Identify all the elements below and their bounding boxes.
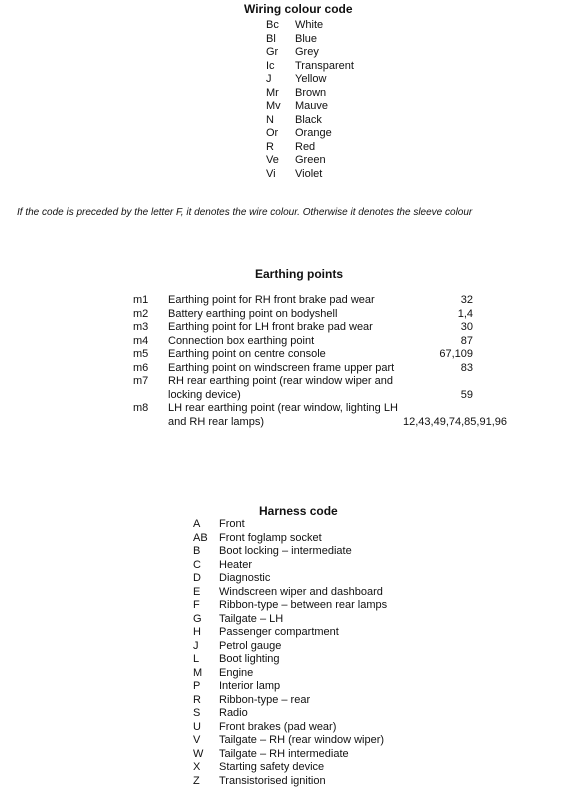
earthing-point-diagram-ref: 59 xyxy=(460,388,473,401)
earthing-point-diagram-ref: 30 xyxy=(460,321,473,333)
harness-code-name: Ribbon-type – between rear lamps xyxy=(219,599,388,611)
harness-code-name: Front brakes (pad wear) xyxy=(219,720,337,733)
harness-code-letter: W xyxy=(193,747,204,760)
harness-code-name: Tailgate – RH intermediate xyxy=(219,747,349,760)
earthing-point-description: Battery earthing point on bodyshell xyxy=(168,307,338,320)
harness-code-name: Boot locking – intermediate xyxy=(219,545,352,557)
earthing-point-row xyxy=(133,308,533,322)
wiring-colour-row xyxy=(266,60,354,74)
earthing-point-description: Earthing point for LH front brake pad wear xyxy=(168,321,373,333)
wiring-colour-code: Ve xyxy=(266,154,279,166)
harness-code-letter: G xyxy=(193,612,202,625)
harness-code-row xyxy=(193,775,387,789)
harness-code-row xyxy=(193,572,387,586)
wiring-colour-row xyxy=(266,19,354,33)
harness-code-name: Heater xyxy=(219,558,253,571)
wiring-colour-name: Grey xyxy=(295,46,319,58)
colour-code-note: If the code is preceded by the letter F, it denotes the wire colour. Otherwise it denotes the sleeve colour xyxy=(17,207,473,218)
harness-code-letter: J xyxy=(193,639,199,652)
harness-code-row xyxy=(193,613,387,627)
wiring-colour-name: Violet xyxy=(295,167,323,180)
wiring-colour-name: Mauve xyxy=(295,100,329,112)
earthing-point-code: m3 xyxy=(133,321,149,333)
earthing-points-list xyxy=(133,294,533,429)
harness-code-title: Harness code xyxy=(259,504,338,518)
earthing-point-description: Earthing point for RH front brake pad wear xyxy=(168,294,375,306)
earthing-point-code: m4 xyxy=(133,334,149,347)
harness-code-letter: A xyxy=(193,518,201,530)
harness-code-letter: R xyxy=(193,693,201,706)
harness-code-row xyxy=(193,586,387,600)
earthing-point-description: Earthing point on centre console xyxy=(168,348,326,360)
earthing-point-row xyxy=(133,294,533,308)
harness-code-letter: M xyxy=(193,666,203,679)
wiring-colour-code: Gr xyxy=(266,46,279,58)
earthing-point-row xyxy=(133,362,533,376)
earthing-point-diagram-ref: 67,109 xyxy=(439,348,473,360)
earthing-point-description: RH rear earthing point (rear window wiper and locking device) xyxy=(168,375,393,401)
wiring-colour-name: Green xyxy=(295,154,326,166)
harness-code-row xyxy=(193,559,387,573)
harness-code-letter: AB xyxy=(193,531,208,544)
wiring-colour-name: Yellow xyxy=(295,73,327,85)
harness-code-letter: V xyxy=(193,734,201,746)
wiring-colour-code: Or xyxy=(266,127,279,139)
harness-code-row xyxy=(193,694,387,708)
harness-code-name: Diagnostic xyxy=(219,572,271,584)
harness-code-letter: E xyxy=(193,585,201,598)
wiring-colour-name: Red xyxy=(295,140,316,153)
harness-code-row xyxy=(193,640,387,654)
harness-code-name: Windscreen wiper and dashboard xyxy=(219,585,383,598)
earthing-point-diagram-ref: 87 xyxy=(460,334,473,347)
wiring-colour-row xyxy=(266,141,354,155)
harness-code-name: Boot lighting xyxy=(219,653,280,665)
wiring-colour-code: J xyxy=(266,73,272,85)
wiring-colour-row xyxy=(266,33,354,47)
earthing-point-code: m5 xyxy=(133,348,149,360)
earthing-point-row xyxy=(133,335,533,349)
earthing-point-diagram-ref: 32 xyxy=(460,294,473,306)
harness-code-name: Radio xyxy=(219,707,248,719)
harness-code-letter: S xyxy=(193,707,201,719)
earthing-point-row xyxy=(133,402,533,429)
earthing-point-diagram-ref: 1,4 xyxy=(457,307,473,320)
earthing-point-row xyxy=(133,348,533,362)
harness-code-letter: X xyxy=(193,761,201,773)
harness-code-name: Tailgate – RH (rear window wiper) xyxy=(219,734,385,746)
harness-code-letter: D xyxy=(193,572,201,584)
earthing-point-code: m1 xyxy=(133,294,149,306)
harness-code-row xyxy=(193,545,387,559)
wiring-colour-code: Bc xyxy=(266,19,279,31)
wiring-colour-row xyxy=(266,100,354,114)
wiring-colour-row xyxy=(266,168,354,182)
harness-code-letter: P xyxy=(193,680,201,692)
harness-code-row xyxy=(193,626,387,640)
earthing-point-description: Connection box earthing point xyxy=(168,334,315,347)
harness-code-row xyxy=(193,653,387,667)
harness-code-row xyxy=(193,734,387,748)
harness-code-row xyxy=(193,748,387,762)
harness-code-name: Starting safety device xyxy=(219,761,325,773)
wiring-colour-name: Blue xyxy=(295,32,318,45)
harness-code-letter: U xyxy=(193,720,201,733)
harness-code-letter: Z xyxy=(193,774,200,787)
wiring-colour-name: Brown xyxy=(295,86,327,99)
wiring-colour-code: R xyxy=(266,140,274,153)
harness-code-letter: C xyxy=(193,558,201,571)
harness-code-row xyxy=(193,707,387,721)
harness-code-name: Tailgate – LH xyxy=(219,612,284,625)
harness-code-letter: L xyxy=(193,653,200,665)
earthing-point-code: m2 xyxy=(133,307,149,320)
harness-code-row xyxy=(193,761,387,775)
wiring-colour-row xyxy=(266,73,354,87)
harness-code-letter: F xyxy=(193,599,200,611)
wiring-colour-code: Vi xyxy=(266,167,276,180)
harness-code-row xyxy=(193,518,387,532)
wiring-colour-code: Mr xyxy=(266,86,279,99)
earthing-point-row xyxy=(133,375,533,402)
earthing-point-description: LH rear earthing point (rear window, lighting LH and RH rear lamps) xyxy=(168,402,398,428)
earthing-point-code: m7 xyxy=(133,375,149,387)
harness-code-row xyxy=(193,680,387,694)
wiring-colour-name: Transparent xyxy=(295,59,354,72)
earthing-point-diagram-ref: 83 xyxy=(460,361,473,374)
harness-code-row xyxy=(193,721,387,735)
harness-code-row xyxy=(193,532,387,546)
harness-code-row xyxy=(193,599,387,613)
harness-code-letter: B xyxy=(193,545,201,557)
wiring-colour-code: Bl xyxy=(266,32,276,45)
wiring-colour-row xyxy=(266,127,354,141)
earthing-point-description: Earthing point on windscreen frame upper part xyxy=(168,361,395,374)
earthing-point-diagram-ref: 12,43,49,74,85,91,96 xyxy=(403,415,507,428)
harness-code-name: Passenger compartment xyxy=(219,626,339,638)
harness-code-name: Engine xyxy=(219,666,254,679)
wiring-colour-row xyxy=(266,154,354,168)
earthing-point-row xyxy=(133,321,533,335)
wiring-colour-list xyxy=(266,19,354,181)
harness-code-name: Interior lamp xyxy=(219,680,281,692)
earthing-points-title: Earthing points xyxy=(255,267,343,281)
earthing-point-code: m6 xyxy=(133,361,149,374)
wiring-colour-row xyxy=(266,87,354,101)
harness-code-name: Transistorised ignition xyxy=(219,774,326,787)
harness-code-name: Ribbon-type – rear xyxy=(219,693,311,706)
harness-code-name: Petrol gauge xyxy=(219,639,282,652)
wiring-colour-row xyxy=(266,114,354,128)
wiring-colour-code: Ic xyxy=(266,59,275,72)
wiring-colour-code: N xyxy=(266,113,274,126)
wiring-colour-code-title: Wiring colour code xyxy=(244,2,353,16)
harness-code-row xyxy=(193,667,387,681)
wiring-colour-name: White xyxy=(295,19,324,31)
wiring-colour-name: Black xyxy=(295,113,322,126)
wiring-colour-code: Mv xyxy=(266,100,281,112)
harness-code-list xyxy=(193,518,387,788)
earthing-point-code: m8 xyxy=(133,402,149,414)
harness-code-name: Front xyxy=(219,518,245,530)
harness-code-letter: H xyxy=(193,626,201,638)
harness-code-name: Front foglamp socket xyxy=(219,531,322,544)
wiring-colour-name: Orange xyxy=(295,127,332,139)
wiring-colour-row xyxy=(266,46,354,60)
